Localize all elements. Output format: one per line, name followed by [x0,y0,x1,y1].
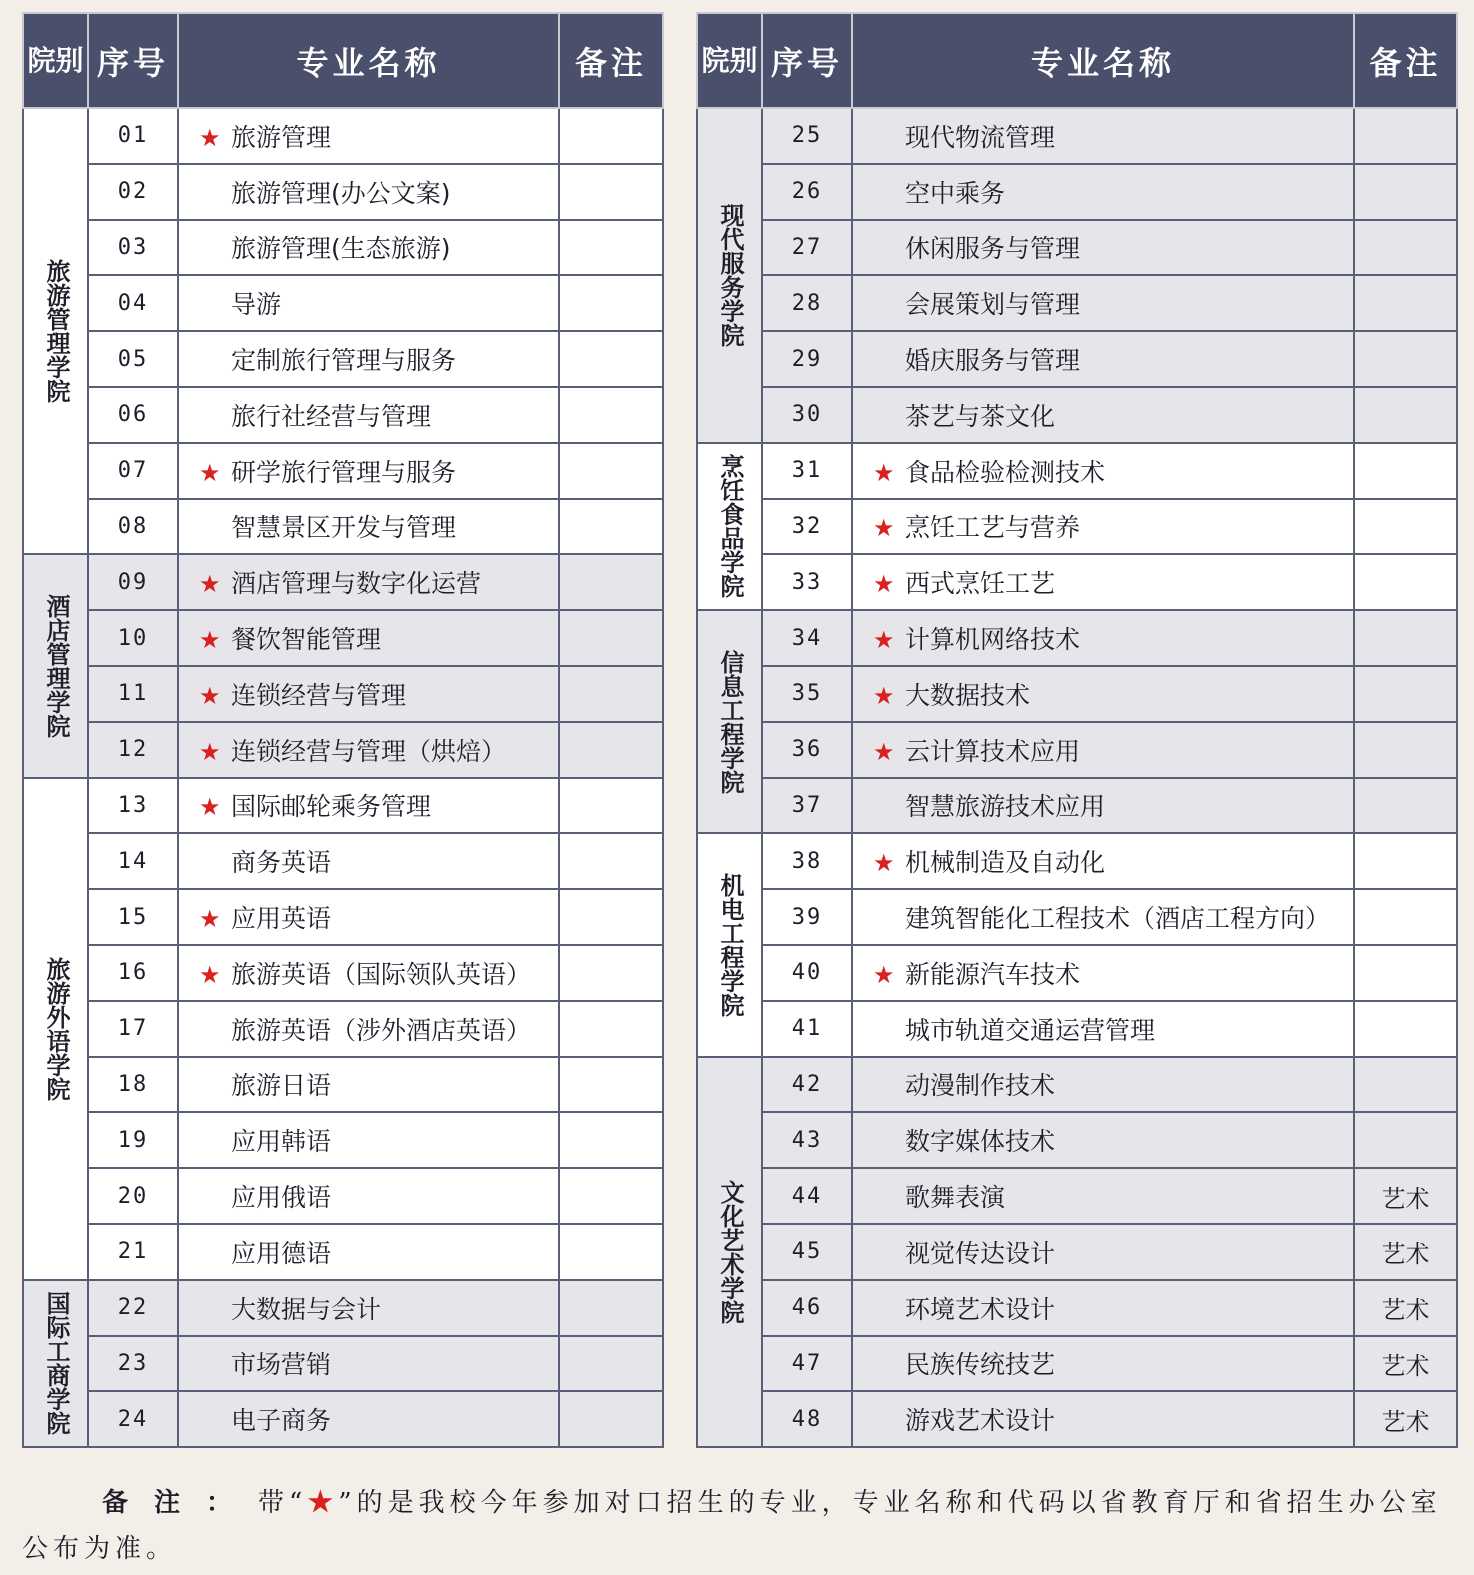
seq-cell: 40 [762,945,852,1001]
table-row [23,1001,663,1057]
table-row [23,833,663,889]
table-row [697,945,1457,1001]
table-row [697,443,1457,499]
note-cell [559,387,663,443]
major-name-cell [178,443,559,499]
major-name-cell [852,889,1354,945]
major-name-cell [852,1168,1354,1224]
note-cell: 艺术 [1354,1280,1457,1336]
seq-cell: 07 [88,443,178,499]
major-name: 云计算技术应用 [905,736,1081,766]
table-row [697,387,1457,443]
major-name-cell [852,275,1354,331]
major-name-cell [178,108,559,164]
note-cell [559,945,663,1001]
header-name: 专业名称 [178,13,559,108]
table-row [23,945,663,1001]
note-cell [559,164,663,220]
major-name-cell [852,554,1354,610]
major-name: 商务英语 [231,848,332,878]
note-cell [559,1168,663,1224]
major-name: 研学旅行管理与服务 [231,457,457,487]
major-name-cell [852,1224,1354,1280]
major-name: 休闲服务与管理 [905,234,1081,264]
star-icon: ★ [199,905,221,934]
table-row [23,1168,663,1224]
seq-cell: 20 [88,1168,178,1224]
major-name-cell [852,1001,1354,1057]
seq-cell: 26 [762,164,852,220]
star-icon: ★ [199,458,221,487]
table-row [23,722,663,778]
note-cell [1354,610,1457,666]
star-icon: ★ [199,570,221,599]
major-name: 大数据技术 [905,680,1031,710]
table-row [23,387,663,443]
note-cell: 艺术 [1354,1336,1457,1392]
star-icon: ★ [199,681,221,710]
note-cell [1354,220,1457,276]
major-name: 游戏艺术设计 [905,1406,1056,1436]
table-row [23,1280,663,1336]
star-icon: ★ [199,626,221,655]
major-name: 应用英语 [231,904,332,934]
major-name-cell [852,945,1354,1001]
major-name-cell [178,722,559,778]
table-row [697,1168,1457,1224]
star-icon: ★ [873,514,895,543]
note-cell [559,1224,663,1280]
table-row [23,499,663,555]
seq-cell: 10 [88,610,178,666]
star-icon: ★ [873,458,895,487]
star-icon: ★ [873,737,895,766]
seq-cell: 39 [762,889,852,945]
seq-cell: 21 [88,1224,178,1280]
major-name: 导游 [231,290,282,320]
table-row [23,164,663,220]
seq-cell: 14 [88,833,178,889]
table-row [697,1001,1457,1057]
major-name: 数字媒体技术 [905,1127,1056,1157]
note-cell [559,108,663,164]
major-name: 茶艺与茶文化 [905,401,1056,431]
major-name-cell [178,778,559,834]
note-cell [1354,889,1457,945]
note-cell [559,889,663,945]
major-name-cell [852,666,1354,722]
header-name: 专业名称 [852,13,1354,108]
table-row [23,554,663,610]
dept-cell: 国际工商学院 [23,1280,88,1447]
note-cell [559,443,663,499]
major-name: 连锁经营与管理（烘焙） [231,736,507,766]
major-name-cell [852,1391,1354,1447]
footnote-text-after: ”的是我校今年参加对口招生的专业，专业名称和代码以省教育厅和省招生办公室公布为准。 [22,1488,1442,1564]
table-row [697,666,1457,722]
seq-cell: 13 [88,778,178,834]
table-row [697,1057,1457,1113]
note-cell [559,722,663,778]
major-name: 空中乘务 [905,178,1006,208]
major-name-cell [852,331,1354,387]
star-icon: ★ [873,570,895,599]
note-cell [559,1336,663,1392]
header-seq: 序号 [88,13,178,108]
major-name-cell [852,1336,1354,1392]
major-name-cell [178,1112,559,1168]
table-row [697,1224,1457,1280]
table-row [23,778,663,834]
table-row [697,275,1457,331]
table-row [697,778,1457,834]
major-name: 应用韩语 [231,1127,332,1157]
star-icon: ★ [873,849,895,878]
major-name: 城市轨道交通运营管理 [905,1015,1156,1045]
star-icon: ★ [199,793,221,822]
dept-cell: 烹饪食品学院 [697,443,762,610]
major-name: 烹饪工艺与营养 [905,513,1081,543]
major-name-cell [178,1168,559,1224]
table-row [697,108,1457,164]
major-name: 国际邮轮乘务管理 [231,792,432,822]
note-cell: 艺术 [1354,1224,1457,1280]
dept-cell: 旅游管理学院 [23,108,88,554]
seq-cell: 41 [762,1001,852,1057]
seq-cell: 16 [88,945,178,1001]
header-dept: 院别 [23,13,88,108]
note-cell: 艺术 [1354,1168,1457,1224]
note-cell [559,220,663,276]
major-name-cell [852,610,1354,666]
seq-cell: 22 [88,1280,178,1336]
major-name-cell [178,1280,559,1336]
note-cell [559,1391,663,1447]
major-name-cell [852,722,1354,778]
footnote-star-icon: ★ [307,1488,339,1518]
header-note: 备注 [559,13,663,108]
major-name-cell [852,1112,1354,1168]
major-name: 歌舞表演 [905,1183,1006,1213]
note-cell [1354,1001,1457,1057]
major-name: 新能源汽车技术 [905,959,1081,989]
table-row [23,108,663,164]
seq-cell: 42 [762,1057,852,1113]
note-cell [559,499,663,555]
major-name: 会展策划与管理 [905,290,1081,320]
major-name: 旅游管理(生态旅游) [231,234,451,264]
table-row [697,164,1457,220]
seq-cell: 24 [88,1391,178,1447]
dept-cell: 信息工程学院 [697,610,762,833]
table-row [23,610,663,666]
note-cell: 艺术 [1354,1391,1457,1447]
major-name-cell [178,1391,559,1447]
major-name: 动漫制作技术 [905,1071,1056,1101]
seq-cell: 06 [88,387,178,443]
note-cell [559,554,663,610]
major-name-cell [852,220,1354,276]
footnote-text-before: 带“ [258,1488,308,1518]
seq-cell: 05 [88,331,178,387]
major-name-cell [178,387,559,443]
seq-cell: 37 [762,778,852,834]
major-name: 智慧景区开发与管理 [231,513,457,543]
major-name: 电子商务 [231,1406,332,1436]
note-cell [1354,275,1457,331]
footnote [22,1480,1462,1572]
major-name: 应用俄语 [231,1183,332,1213]
major-name: 旅游英语（国际领队英语） [231,959,532,989]
table-row [23,1112,663,1168]
major-name-cell [852,164,1354,220]
header-dept: 院别 [697,13,762,108]
seq-cell: 33 [762,554,852,610]
seq-cell: 08 [88,499,178,555]
major-name: 机械制造及自动化 [905,848,1106,878]
table-body-right [697,108,1457,1447]
table-row [697,1280,1457,1336]
table-row [697,331,1457,387]
header-seq: 序号 [762,13,852,108]
seq-cell: 46 [762,1280,852,1336]
note-cell [559,1001,663,1057]
seq-cell: 44 [762,1168,852,1224]
seq-cell: 11 [88,666,178,722]
major-name-cell [178,164,559,220]
table-row [23,1224,663,1280]
major-name-cell [178,610,559,666]
note-cell [1354,443,1457,499]
note-cell [1354,945,1457,1001]
majors-table-right [696,12,1456,1448]
major-name: 婚庆服务与管理 [905,346,1081,376]
major-name-cell [178,1057,559,1113]
seq-cell: 03 [88,220,178,276]
seq-cell: 02 [88,164,178,220]
table-body-left [23,108,663,1447]
note-cell [559,666,663,722]
major-name: 旅游日语 [231,1071,332,1101]
star-icon: ★ [873,626,895,655]
major-name: 旅游管理 [231,122,332,152]
table-row [697,889,1457,945]
note-cell [559,833,663,889]
seq-cell: 36 [762,722,852,778]
note-cell [1354,164,1457,220]
table-row [23,1336,663,1392]
table-row [23,1391,663,1447]
major-name: 民族传统技艺 [905,1350,1056,1380]
star-icon: ★ [873,960,895,989]
table-row [697,220,1457,276]
seq-cell: 17 [88,1001,178,1057]
dept-cell: 机电工程学院 [697,833,762,1056]
table-row [697,554,1457,610]
major-name-cell [178,275,559,331]
major-name: 应用德语 [231,1238,332,1268]
major-name: 现代物流管理 [905,122,1056,152]
major-name: 视觉传达设计 [905,1238,1056,1268]
major-name: 环境艺术设计 [905,1294,1056,1324]
note-cell [559,1112,663,1168]
major-name-cell [178,220,559,276]
seq-cell: 01 [88,108,178,164]
table-row [23,889,663,945]
majors-table-left [22,12,662,1448]
major-name-cell [852,387,1354,443]
major-name-cell [852,1057,1354,1113]
note-cell [559,275,663,331]
note-cell [1354,666,1457,722]
seq-cell: 30 [762,387,852,443]
major-name-cell [852,443,1354,499]
note-cell [1354,108,1457,164]
table-row [697,499,1457,555]
table-row [697,1391,1457,1447]
note-cell [559,778,663,834]
table-row [697,722,1457,778]
seq-cell: 47 [762,1336,852,1392]
major-name: 酒店管理与数字化运营 [231,569,482,599]
seq-cell: 19 [88,1112,178,1168]
note-cell [1354,387,1457,443]
note-cell [1354,778,1457,834]
table-row [697,610,1457,666]
major-name: 智慧旅游技术应用 [905,792,1106,822]
note-cell [1354,499,1457,555]
table-row [697,833,1457,889]
seq-cell: 12 [88,722,178,778]
seq-cell: 43 [762,1112,852,1168]
major-name-cell [178,889,559,945]
seq-cell: 23 [88,1336,178,1392]
note-cell [1354,1057,1457,1113]
major-name: 计算机网络技术 [905,625,1081,655]
table-row [697,1112,1457,1168]
major-name-cell [178,833,559,889]
seq-cell: 25 [762,108,852,164]
major-name-cell [178,1001,559,1057]
seq-cell: 35 [762,666,852,722]
seq-cell: 27 [762,220,852,276]
star-icon: ★ [873,681,895,710]
table-header-row [23,13,663,108]
seq-cell: 31 [762,443,852,499]
major-name: 建筑智能化工程技术（酒店工程方向） [905,904,1331,934]
seq-cell: 18 [88,1057,178,1113]
dept-cell: 酒店管理学院 [23,554,88,777]
note-cell [1354,833,1457,889]
major-name: 连锁经营与管理 [231,680,407,710]
note-cell [1354,722,1457,778]
major-name-cell [178,1336,559,1392]
major-name-cell [178,331,559,387]
table-row [23,1057,663,1113]
note-cell [1354,331,1457,387]
seq-cell: 34 [762,610,852,666]
seq-cell: 32 [762,499,852,555]
note-cell [1354,554,1457,610]
major-name-cell [852,833,1354,889]
table-row [23,275,663,331]
table-row [23,666,663,722]
major-name: 大数据与会计 [231,1294,382,1324]
seq-cell: 45 [762,1224,852,1280]
seq-cell: 15 [88,889,178,945]
table-row [697,1336,1457,1392]
major-name-cell [178,554,559,610]
header-note: 备注 [1354,13,1457,108]
table-row [23,443,663,499]
major-name: 餐饮智能管理 [231,625,382,655]
seq-cell: 04 [88,275,178,331]
major-name: 市场营销 [231,1350,332,1380]
seq-cell: 29 [762,331,852,387]
major-name: 旅游英语（涉外酒店英语） [231,1015,532,1045]
major-name-cell [178,499,559,555]
seq-cell: 38 [762,833,852,889]
note-cell [559,1280,663,1336]
major-name-cell [178,1224,559,1280]
major-name: 旅游管理(办公文案) [231,178,451,208]
major-name-cell [852,1280,1354,1336]
footnote-label: 备注： [102,1488,259,1518]
major-name-cell [852,778,1354,834]
dept-cell: 旅游外语学院 [23,778,88,1280]
dept-cell: 文化艺术学院 [697,1057,762,1448]
major-name: 食品检验检测技术 [905,457,1106,487]
table-row [23,220,663,276]
table-row [23,331,663,387]
seq-cell: 28 [762,275,852,331]
table-header-row [697,13,1457,108]
major-name: 旅行社经营与管理 [231,401,432,431]
note-cell [559,610,663,666]
star-icon: ★ [199,960,221,989]
note-cell [559,331,663,387]
major-name: 定制旅行管理与服务 [231,346,457,376]
major-name-cell [178,945,559,1001]
star-icon: ★ [199,123,221,152]
major-name-cell [852,499,1354,555]
seq-cell: 48 [762,1391,852,1447]
major-name-cell [852,108,1354,164]
seq-cell: 09 [88,554,178,610]
star-icon: ★ [199,737,221,766]
note-cell [559,1057,663,1113]
dept-cell: 现代服务学院 [697,108,762,443]
major-name: 西式烹饪工艺 [905,569,1056,599]
major-name-cell [178,666,559,722]
note-cell [1354,1112,1457,1168]
